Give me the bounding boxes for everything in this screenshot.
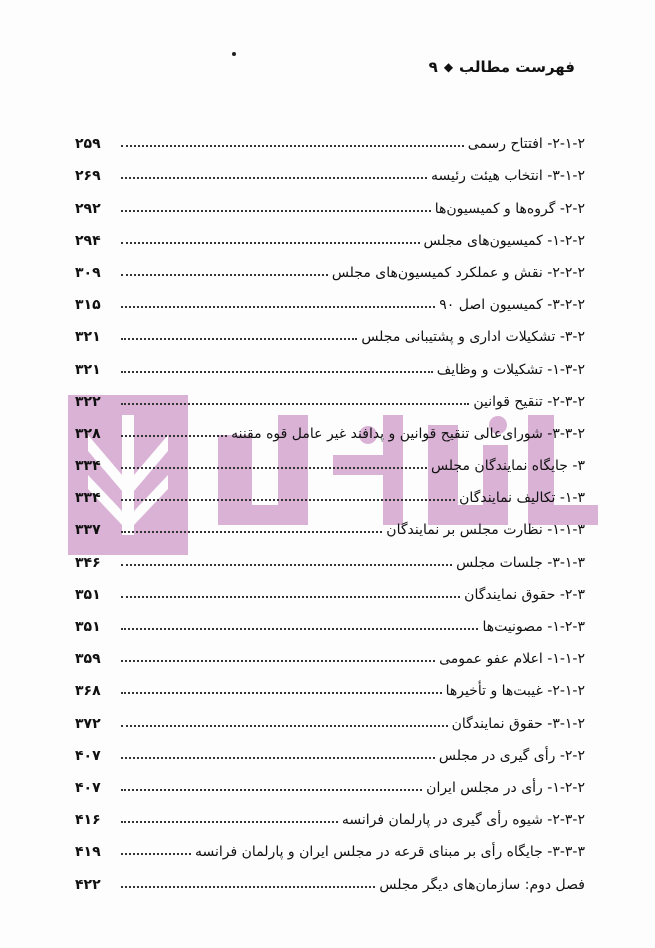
toc-entry-title: ۲-۳- حقوق نمایندگان (464, 586, 585, 603)
toc-entry[interactable] (75, 768, 585, 800)
toc-entry-title: ۲-۱-۲- غیبت‌ها و تأخیرها (445, 683, 585, 700)
toc-entry-title: ۳-۱-۲- حقوق نمایندگان (451, 715, 585, 732)
toc-entry-title: ۱-۱-۲- اعلام عفو عمومی (439, 651, 585, 668)
toc-dot-leader (121, 210, 431, 212)
toc-page-number: ۳۷۲ (75, 715, 101, 732)
toc-entry[interactable] (75, 542, 585, 574)
toc-page-number: ۳۳۴ (75, 458, 101, 475)
toc-entry-title: ۲-۲- گروه‌ها و کمیسیون‌ها (434, 200, 585, 217)
toc-page-number: ۳۵۱ (75, 586, 101, 603)
toc-entry[interactable] (75, 156, 585, 188)
toc-dot-leader (121, 371, 433, 373)
toc-dot-leader (121, 435, 227, 437)
toc-entry[interactable] (75, 124, 585, 156)
toc-dot-leader (121, 467, 427, 469)
ink-dot (232, 52, 236, 56)
toc-dot-leader (121, 564, 452, 566)
toc-entry[interactable] (75, 382, 585, 414)
toc-entry-title: ۱-۳-۲- تشکیلات و وظایف (436, 361, 585, 378)
toc-entry-title: فصل دوم: سازمان‌های دیگر مجلس (379, 876, 585, 893)
toc-dot-leader (121, 145, 464, 147)
toc-page-number: ۳۲۸ (75, 425, 101, 442)
header-page-number: ۹ (428, 58, 438, 76)
toc-dot-leader (121, 596, 460, 598)
toc-entry[interactable] (75, 285, 585, 317)
toc-dot-leader (121, 821, 338, 823)
toc-page-number: ۴۱۶ (75, 812, 101, 829)
toc-entry-title: ۲-۲- رأی گیری در مجلس (438, 747, 585, 764)
toc-page-number: ۳۰۹ (75, 264, 101, 281)
toc-page-number: ۳۳۴ (75, 490, 101, 507)
toc-entry-title: ۲-۱-۲- افتتاح رسمی (467, 136, 585, 153)
toc-page-number: ۳۲۱ (75, 361, 101, 378)
toc-entry[interactable] (75, 446, 585, 478)
toc-page-number: ۳۵۱ (75, 619, 101, 635)
toc-dot-leader (121, 306, 435, 308)
toc-page-number: ۲۵۹ (75, 136, 101, 153)
toc-dot-leader (121, 660, 435, 662)
toc-dot-leader (121, 242, 420, 244)
toc-entry-title: ۳-۳-۲- شورای‌عالی تنقیح قوانین و پدافند غیر عامل قوه مقننه (231, 425, 585, 442)
toc-dot-leader (121, 177, 427, 179)
toc-page-number: ۳۴۶ (75, 554, 101, 571)
toc-dot-leader (121, 757, 435, 759)
toc-entry[interactable] (75, 414, 585, 446)
toc-entry[interactable] (75, 736, 585, 768)
toc-dot-leader (121, 628, 478, 630)
toc-dot-leader (121, 338, 357, 340)
toc-entry-title: ۱-۱-۳- نظارت مجلس بر نمایندگان (386, 522, 585, 539)
toc-entry[interactable] (75, 349, 585, 381)
toc-page-number: ۳۵۹ (75, 651, 101, 668)
toc-entry[interactable] (75, 317, 585, 349)
toc-page-number: ۳۲۱ (75, 329, 101, 346)
toc-entry-title: ۳- جایگاه نمایندگان مجلس (430, 458, 585, 475)
toc-entry[interactable] (75, 864, 585, 896)
toc-entry[interactable] (75, 253, 585, 285)
toc-entry-title: ۱-۳- تکالیف نمایندگان (459, 490, 585, 507)
toc-entry-title: ۲-۳-۲- تنقیح قوانین (473, 393, 585, 410)
toc-page-number: ۳۶۸ (75, 683, 101, 700)
toc-entry[interactable] (75, 607, 585, 639)
toc-page-number: ۳۱۵ (75, 297, 101, 314)
toc-page-number: ۲۹۲ (75, 200, 101, 217)
toc-entry[interactable] (75, 832, 585, 864)
running-header (429, 58, 575, 76)
toc-page-number: ۲۹۴ (75, 232, 101, 249)
toc-page-number: ۳۳۷ (75, 522, 101, 539)
toc-entry-title: ۱-۲-۲- کمیسیون‌های مجلس (423, 232, 585, 249)
toc-entry-title: ۲-۲-۲- نقش و عملکرد کمیسیون‌های مجلس (331, 264, 585, 281)
toc-page-number: ۴۰۷ (75, 747, 101, 764)
toc-dot-leader (121, 499, 455, 501)
toc-page-number: ۳۲۲ (75, 393, 101, 410)
toc-page-number: ۲۶۹ (75, 168, 101, 185)
toc-dot-leader (121, 403, 469, 405)
toc-entry-title: ۱-۲-۲- رأی در مجلس ایران (426, 779, 585, 796)
toc-entry[interactable] (75, 800, 585, 832)
toc-entry-title: ۳-۱-۳- جلسات مجلس (456, 554, 585, 571)
toc-entry[interactable] (75, 478, 585, 510)
toc-entry-title: ۳-۲-۲- کمیسیون اصل ۹۰ (439, 297, 585, 314)
toc-entry[interactable] (75, 221, 585, 253)
toc-dot-leader (121, 531, 382, 533)
toc-entry[interactable] (75, 671, 585, 703)
toc-entry[interactable] (75, 510, 585, 542)
toc-dot-leader (121, 789, 422, 791)
header-title: فهرست مطالب (459, 58, 575, 76)
toc-entry-title: ۳-۲- تشکیلات اداری و پشتیبانی مجلس (361, 329, 585, 346)
toc-dot-leader (121, 886, 375, 888)
table-of-contents (75, 124, 585, 897)
toc-dot-leader (121, 853, 191, 855)
toc-entry-title: ۳-۳-۳- جایگاه رأی بر مبنای قرعه در مجلس ایران و پارلمان فرانسه (195, 844, 585, 861)
toc-entry-title: ۳-۱-۲- انتخاب هیئت رئیسه (430, 168, 585, 185)
toc-page-number: ۴۰۷ (75, 779, 101, 796)
diamond-icon: ◆ (443, 60, 454, 74)
toc-entry-title: ۲-۳-۲- شیوه رأی گیری در پارلمان فرانسه (341, 812, 585, 829)
toc-dot-leader (121, 274, 328, 276)
toc-page-number: ۴۱۹ (75, 844, 101, 861)
toc-entry[interactable] (75, 703, 585, 735)
toc-entry[interactable] (75, 575, 585, 607)
toc-entry[interactable] (75, 188, 585, 220)
toc-entry[interactable] (75, 639, 585, 671)
toc-page-number: ۴۲۲ (75, 876, 101, 893)
toc-entry-title: ۱-۲-۳- مصونیت‌ها (482, 619, 585, 635)
toc-dot-leader (121, 692, 442, 694)
toc-dot-leader (121, 725, 448, 727)
